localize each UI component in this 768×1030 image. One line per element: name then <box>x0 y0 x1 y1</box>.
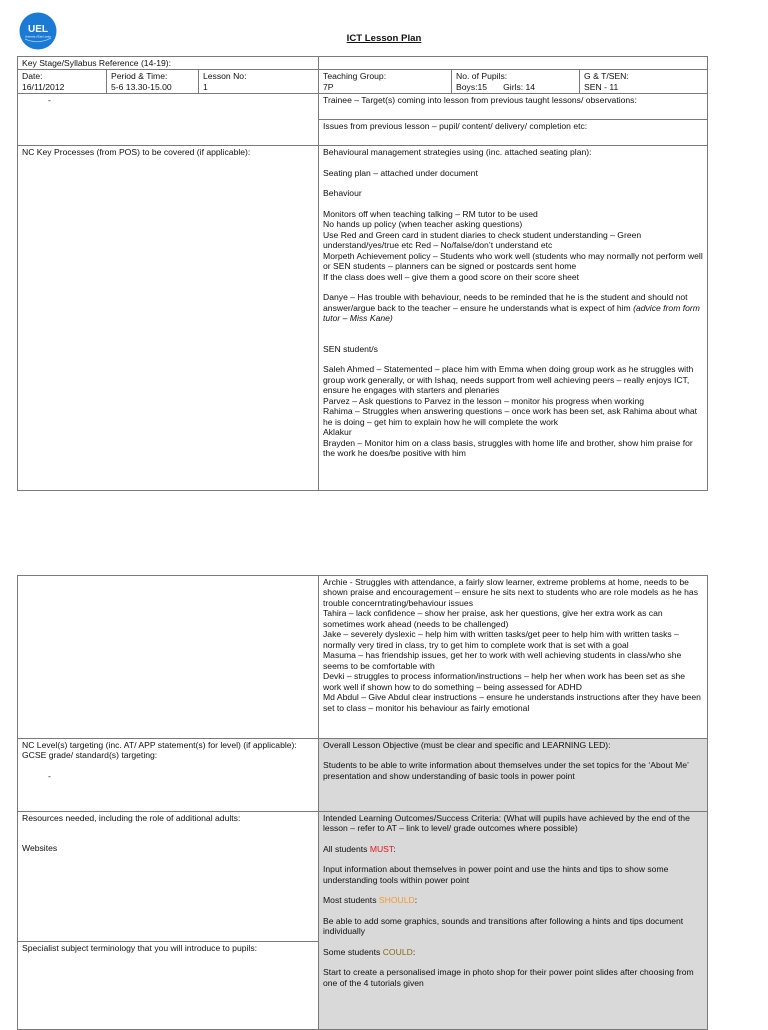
behaviour-strategies-cell <box>319 146 708 491</box>
behaviour-line: No hands up policy (when teacher asking questions) <box>323 219 523 230</box>
page-title: ICT Lesson Plan <box>346 33 422 44</box>
teaching-group-value: 7P <box>323 81 334 92</box>
period-value: 5-6 13.30-15.00 <box>111 81 172 92</box>
issues-previous-lesson-cell: Issues from previous lesson – pupil/ content/ delivery/ completion etc: <box>319 120 708 146</box>
behaviour-line: If the class does well – give them a good score on their score sheet <box>323 271 580 282</box>
nc-key-processes-cell: NC Key Processes (from POS) to be covered (if applicable): <box>18 146 319 491</box>
boys-count: Boys:15 <box>456 81 488 92</box>
specialist-terminology-cell: Specialist subject terminology that you will introduce to pupils: <box>18 942 319 1030</box>
date-cell: Date: 16/11/2012 <box>18 70 107 94</box>
nc-levels-cell: NC Level(s) targeting (inc. AT/ APP statement(s) for level) (if applicable): GCSE grade/ standard(s) targeting: - <box>18 739 319 812</box>
could-outcome: Start to create a personalised image in photo shop for their power point slides after choosing from one of the 4 tutorials given <box>323 967 694 988</box>
behaviour-heading: Behaviour <box>323 188 362 199</box>
lesson-objective-text: Students to be able to write information about themselves under the set topics for the ‘About Me’ presentation and show understanding of basic tools in power point <box>323 760 689 781</box>
resources-cell: Resources needed, including the role of additional adults: Websites <box>18 812 319 942</box>
lesson-plan-table-2 <box>17 575 708 1030</box>
lesson-objective-cell <box>319 739 708 812</box>
behaviour-line: Morpeth Achievement policy – Students who work well (students who may normally not perform well or SEN students – planners can be signed or postcards sent home <box>323 250 703 272</box>
student-note: Tahira – lack confidence – show her praise, ask her questions, give her extra work as can sometimes work ahead (needs to be challenged) <box>323 608 663 629</box>
danye-note: Danye – Has trouble with behaviour, needs to be reminded that he is the student and should not answer/argue back to the teacher – ensure he understands what is expect of him (advice from form tutor – Miss Kane) <box>323 292 700 324</box>
svg-text:University of East London: University of East London <box>24 36 52 39</box>
sen-students-heading: SEN student/s <box>323 343 378 354</box>
seating-plan-note: Seating plan – attached under document <box>323 167 478 178</box>
sen-student-note: Aklakur <box>323 427 352 438</box>
pupils-cell: No. of Pupils: Boys:15 Girls: 14 <box>452 70 580 94</box>
student-notes-cell <box>319 576 708 739</box>
sen-student-note: Brayden – Monitor him on a class basis, struggles with home life and brother, show him praise for the work he does/be positive with him <box>323 437 693 459</box>
danye-advice: (advice from form tutor – Miss Kane) <box>323 302 700 324</box>
should-outcome: Be able to add some graphics, sounds and transitions after following a hints and tips document individually <box>323 915 684 937</box>
student-note: Devki – struggles to process information/instructions – help her when work has been set as she work well if shown how to do something – being assessed for ADHD <box>323 671 686 692</box>
websites-resource: Websites <box>22 843 58 854</box>
syllabus-reference-label: Key Stage/Syllabus Reference (14-19): <box>18 57 319 70</box>
behaviour-strategies-heading: Behavioural management strategies using (inc. attached seating plan): <box>323 147 592 158</box>
learning-outcomes-cell <box>319 812 708 1030</box>
must-heading: All students MUST: <box>323 843 396 854</box>
syllabus-reference-value <box>319 57 708 70</box>
lesson-number-value: 1 <box>203 81 208 92</box>
behaviour-line: Monitors off when teaching talking – RM tutor to be used <box>323 208 538 219</box>
must-outcome: Input information about themselves in power point and use the hints and tips to show some understanding tools within power point <box>323 864 669 885</box>
teaching-group-cell: Teaching Group: 7P <box>319 70 452 94</box>
should-heading: Most students SHOULD: <box>323 895 418 906</box>
previous-lesson-left-cell: - <box>18 94 319 146</box>
student-note: Jake – severely dyslexic – help him with written tasks/get peer to help him with written tasks – normally very tired in class, try to get him to complete work that is set with a goal <box>323 629 679 650</box>
gt-sen-value: SEN - 11 <box>584 81 619 92</box>
should-label: SHOULD <box>378 895 415 906</box>
sen-student-note: Saleh Ahmed – Statemented – place him with Emma when doing group work as he struggles with group work generally, or with Ishaq, needs support from well achieving peers – really enjoys ICT, ensure he engages with starters and plenaries <box>323 364 694 396</box>
student-note: Archie - Struggles with attendance, a fairly slow learner, extreme problems at home, needs to be shown praise and encouragement – ensure he sits next to students who are role models as he has trouble concerntrating/behaviour issues <box>323 577 699 608</box>
could-heading: Some students COULD: <box>323 946 416 957</box>
sen-student-note: Parvez – Ask questions to Parvez in the lesson – monitor his progress when working <box>323 395 645 406</box>
lesson-plan-table-1 <box>17 56 708 491</box>
girls-count: Girls: 14 <box>503 81 536 92</box>
learning-outcomes-heading: Intended Learning Outcomes/Success Criteria: (What will pupils have achieved by the end of the lesson – refer to AT – link to level/ grade outcomes where possible) <box>323 813 690 834</box>
gt-sen-cell: G & T/SEN: SEN - 11 <box>580 70 708 94</box>
student-note: Masuma – has friendship issues, get her to work with well achieving students in class/who she seems to be comfortable with <box>323 650 682 671</box>
date-value: 16/11/2012 <box>22 81 65 92</box>
lesson-objective-heading: Overall Lesson Objective (must be clear and specific and LEARNING LED): <box>323 740 611 750</box>
sen-student-note: Rahima – Struggles when answering questions – once work has been set, ask Rahima about what he is doing – get him to explain how he will complete the work <box>323 406 698 427</box>
trainee-target-cell: Trainee – Target(s) coming into lesson from previous taught lessons/ observations: <box>319 94 708 120</box>
student-note: Md Abdul – Give Abdul clear instructions – ensure he understands instructions after they have been set to class – monitor his behaviour as fairly emotional <box>323 692 701 713</box>
svg-text:UEL: UEL <box>28 24 48 35</box>
could-label: COULD <box>382 946 413 957</box>
must-label: MUST <box>369 843 394 854</box>
behaviour-line: Use Red and Green card in student diaries to check student understanding – Green understand/yes/true etc Red – No/false/don’t understand etc <box>323 229 642 251</box>
period-cell: Period & Time: 5-6 13.30-15.00 <box>107 70 199 94</box>
lesson-number-cell: Lesson No: 1 <box>199 70 319 94</box>
students-left-cell <box>18 576 319 739</box>
